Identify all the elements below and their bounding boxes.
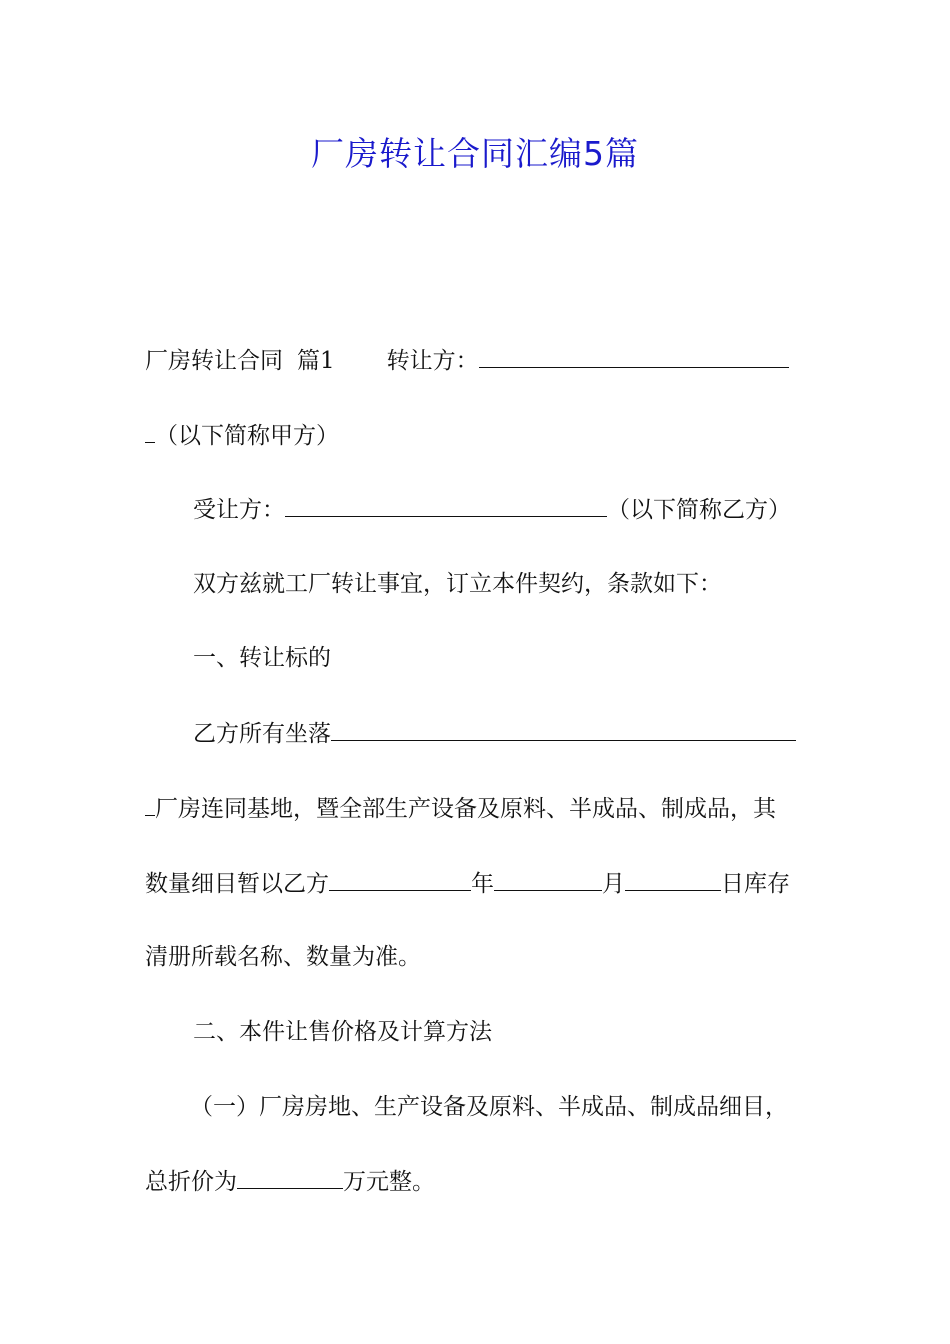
day-blank	[625, 868, 721, 891]
transferor-suffix-line	[145, 420, 810, 451]
transferee-blank	[285, 494, 607, 517]
section2-title: 二、本件让售价格及计算方法	[193, 1019, 492, 1045]
price-blank	[237, 1166, 343, 1189]
month-blank	[494, 868, 602, 891]
month-label: 月	[602, 871, 625, 897]
year-label: 年	[471, 871, 494, 897]
transferor-blank-cont	[145, 420, 155, 443]
section1-date-line	[145, 868, 810, 899]
transferor-label: 转让方：	[386, 348, 479, 374]
section1-title: 一、转让标的	[193, 645, 331, 671]
transferee-suffix: （以下简称乙方）	[607, 497, 791, 523]
transferor-blank	[479, 345, 789, 368]
section2-price-label: 总折价为	[145, 1169, 237, 1195]
document-title: 厂房转让合同汇编5篇	[311, 134, 639, 173]
transferee-label: 受让方：	[193, 497, 285, 523]
section2-price-line	[145, 1166, 810, 1197]
section1-location-label: 乙方所有坐落	[193, 721, 331, 747]
location-blank-cont	[145, 793, 155, 816]
day-label: 日库存	[721, 871, 790, 897]
transferee-line	[193, 494, 813, 525]
heading-number: 篇1	[297, 348, 335, 374]
section1-date-label: 数量细目暂以乙方	[145, 871, 329, 897]
year-blank	[329, 868, 471, 891]
location-blank	[331, 718, 796, 741]
heading-label: 厂房转让合同	[145, 348, 283, 374]
transferor-suffix: （以下简称甲方）	[155, 423, 339, 449]
preamble: 双方兹就工厂转让事宜，订立本件契约，条款如下：	[193, 571, 722, 597]
section1-assets-line	[145, 793, 810, 824]
section1-inventory-line: 清册所载名称、数量为准。	[145, 944, 421, 970]
section2-item1: （一）厂房房地、生产设备及原料、半成品、制成品细目，	[190, 1094, 788, 1120]
section1-assets-text: 厂房连同基地，暨全部生产设备及原料、半成品、制成品，其	[155, 796, 776, 822]
heading-line	[145, 345, 810, 376]
section1-location-line	[193, 718, 813, 749]
section2-price-unit: 万元整。	[343, 1169, 435, 1195]
